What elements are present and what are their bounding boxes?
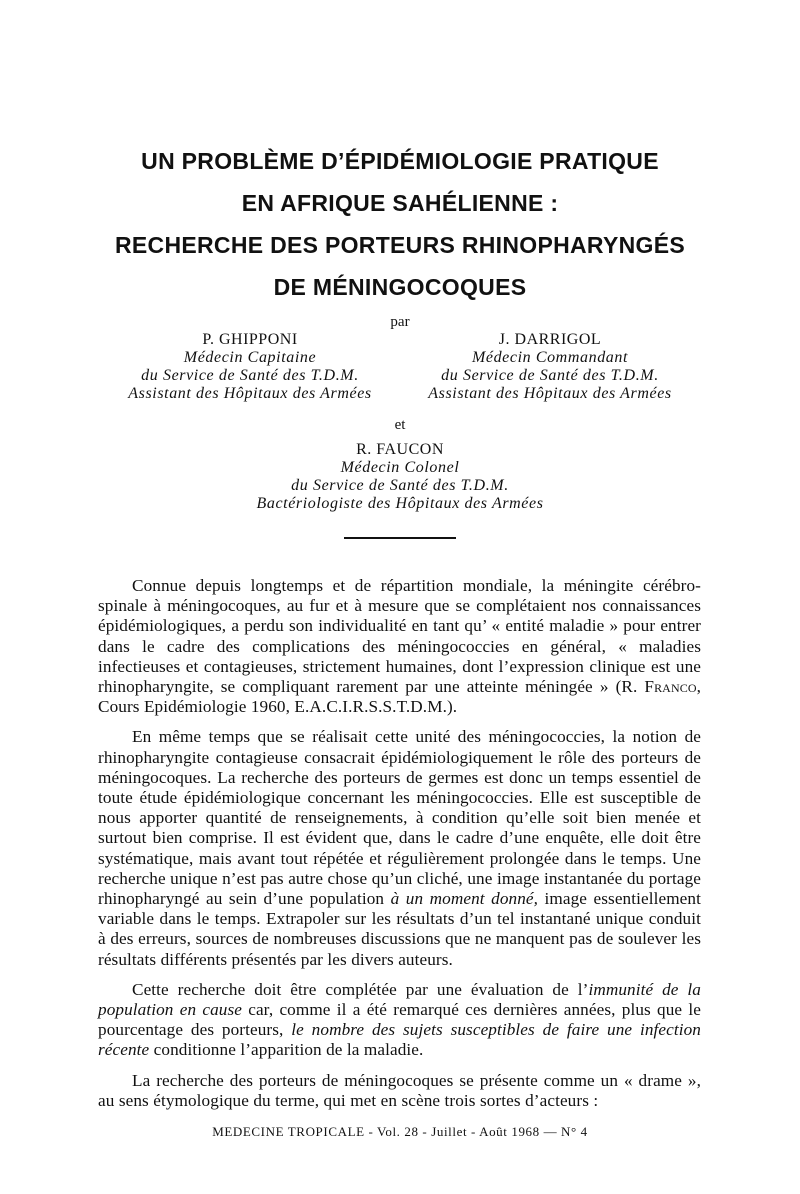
author-service: du Service de Santé des T.D.M. — [141, 367, 359, 384]
author-position: Assistant des Hôpitaux des Armées — [428, 385, 672, 402]
paragraph-2-end: image essentiellement variable dans le temps. Extrapoler sur les résultats d’un tel instantané unique conduit à des erreurs, sources de nombreuses discussions que ne manquent pas de soulever les résultats différents présentés par les divers auteurs. — [98, 889, 701, 969]
paragraph-1 — [98, 576, 701, 717]
paragraph-2-text: En même temps que se réalisait cette unité des méningococcies, la notion de rhinopharyngite contagieuse consacrait épidémiologiquement le rôle des porteurs de méningocoques. La recherche des porteurs de germes est donc un temps essentiel de toute étude épidémiologique concernant les méningococcies. Elle est susceptible de nous apporter quantité de renseignements, à condition qu’elle soit bien menée et surtout bien comprise. Il est évident que, dans le cadre d’une enquête, elle doit être systématique, mais avant tout répétée et régulièrement prolongée dans le temps. Une recherche unique n’est pas autre chose qu’un cliché, une image instantanée du portage rhinopharyngé au sein d’une population — [98, 727, 701, 909]
author-rank: Médecin Capitaine — [183, 349, 317, 366]
journal-footer: MEDECINE TROPICALE - Vol. 28 - Juillet - Août 1968 — N° 4 — [212, 1124, 588, 1139]
author-rank: Médecin Colonel — [340, 459, 460, 476]
paragraph-1-citation: , Cours Epidémiologie 1960, E.A.C.I.R.S.S.T.D.M.). — [98, 677, 701, 717]
and-word: et — [394, 417, 406, 433]
author-name: J. DARRIGOL — [498, 331, 602, 348]
author-rank: Médecin Commandant — [471, 349, 629, 366]
title-line-1: UN PROBLÈME D’ÉPIDÉMIOLOGIE PRATIQUE — [141, 148, 659, 174]
emphasis: le nombre des sujets susceptibles de faire une infection récente — [98, 1020, 701, 1060]
author-name: P. GHIPPONI — [202, 331, 298, 348]
author-service: du Service de Santé des T.D.M. — [441, 367, 659, 384]
author-block-ghipponi — [110, 331, 390, 403]
author-position: Bactériologiste des Hôpitaux des Armées — [256, 495, 544, 512]
paragraph-1-text: Connue depuis longtemps et de répartition mondiale, la méningite cérébro-spinale à méningocoques, au fur et à mesure que se complétaient nos connaissances épidémiologiques, a perdu son individualité en tant qu’ « entité maladie » pour entrer dans le cadre des complications des méningococcies en général, « maladies infectieuses et contagieuses, strictement humaines, dont l’expression clinique est une rhinopharyngite, se compliquant rarement par une atteinte méningée » (R. — [98, 576, 701, 697]
title-line-3: RECHERCHE DES PORTEURS RHINOPHARYNGÉS — [115, 232, 685, 258]
author-position: Assistant des Hôpitaux des Armées — [128, 385, 372, 402]
title-line-2: EN AFRIQUE SAHÉLIENNE : — [241, 190, 559, 216]
author-block-darrigol — [410, 331, 690, 403]
emphasis: immunité de la population en cause — [98, 979, 701, 1020]
paragraph-3-text: Cette recherche doit être complétée par une évaluation de l’ — [132, 979, 589, 999]
cited-author: Franco — [644, 677, 697, 697]
paragraph-3-middle: car, comme il a été remarqué ces dernières années, plus que le pourcentage des porteurs, — [98, 1000, 701, 1040]
paragraph-3-end: conditionne l’apparition de la maladie. — [149, 1040, 424, 1060]
author-block-faucon — [230, 441, 570, 513]
by-word: par — [390, 314, 410, 330]
emphasis: à un moment donné, — [390, 889, 539, 909]
article-body — [98, 576, 701, 1121]
paragraph-4: La recherche des porteurs de méningocoques se présente comme un « drame », au sens étymologique du terme, qui met en scène trois sortes d’acteurs : — [98, 1070, 701, 1110]
paragraph-2 — [98, 727, 701, 969]
title-line-4: DE MÉNINGOCOQUES — [273, 274, 527, 300]
author-service: du Service de Santé des T.D.M. — [291, 477, 509, 494]
paragraph-3 — [98, 980, 701, 1061]
article-title — [60, 140, 740, 308]
title-divider — [344, 537, 456, 539]
author-name: R. FAUCON — [356, 441, 444, 458]
